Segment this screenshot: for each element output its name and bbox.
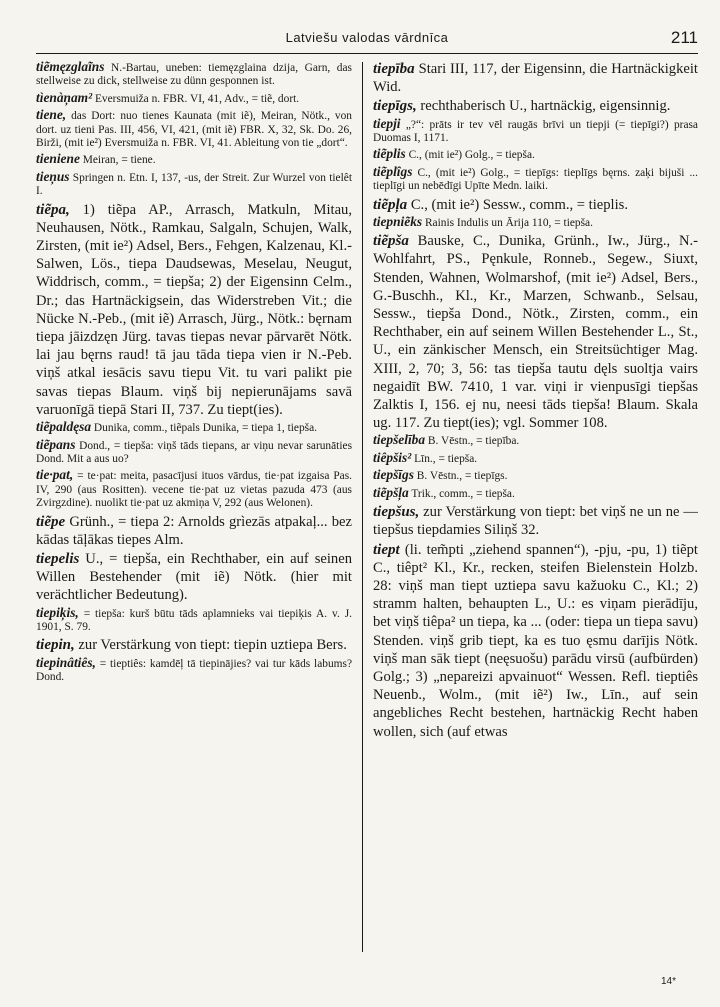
entry-definition: Meiran, = tiene. [79, 154, 156, 167]
dictionary-entry [373, 97, 698, 115]
entry-headword: tiepīgs, [373, 98, 417, 115]
entry-headword: tìenàņam² [36, 89, 93, 105]
dictionary-entry [373, 486, 698, 501]
entry-definition: N.-Bartau, uneben: tiemęzglaina dzija, Garn, das stellweise zu dick, stellweise zu dünn gesponnen ist. [36, 62, 352, 88]
entry-headword: tie·pat, [36, 467, 74, 483]
entry-headword: tiepji [373, 115, 401, 131]
dictionary-entry [373, 232, 698, 432]
dictionary-entry [36, 108, 352, 150]
entry-headword: tieņus [36, 168, 70, 184]
entry-headword: tiepšīgs [373, 467, 414, 483]
entry-definition: „?“: prāts ir tev vēl raugās brīvi un tiepji (= tiepīgi?) prasa Duomas I, 1171. [373, 118, 698, 145]
dictionary-entry [36, 91, 352, 106]
entry-definition: zur Verstärkung von tiept: bet viņš ne un ne — tiepšus tiepdamies Siliņš 32. [373, 504, 698, 539]
right-column [363, 60, 698, 965]
entry-definition: Līn., = tiepša. [411, 452, 478, 465]
dictionary-entry [373, 451, 698, 466]
dictionary-entry [36, 420, 352, 435]
entry-definition: = tieptiês: kamdēļ tā tiepinājies? vai tur kāds labums? Dond. [36, 657, 352, 683]
running-title: Latviešu valodas vārdnīca [285, 30, 449, 45]
entry-headword: tiene, [36, 107, 67, 123]
dictionary-entry [373, 215, 698, 230]
dictionary-entry [36, 60, 352, 89]
text-columns [36, 60, 698, 965]
entry-headword: tiepiķis, [36, 604, 79, 620]
header-rule [36, 53, 698, 54]
entry-headword: tiẽplîgs [373, 163, 413, 179]
entry-headword: tiẽpša [373, 233, 409, 250]
dictionary-entry [373, 433, 698, 448]
entry-definition: rechthaberisch U., hartnäckig, eigensinnig. [416, 98, 671, 115]
entry-definition: zur Verstärkung von tiept: tiepin uztiepa Bers. [74, 637, 347, 654]
entry-definition: = te·pat: meita, pasacījusi ituos vārdus, tie·pat izgaisa Pas. IV, 290 (aus Rositten). vecene tie·pat uz vietas pazuda 473 (aus Zvirgzdine). nuolikt tie·pat uz akmiņa V, 292 (aus Welonen). [36, 470, 352, 510]
entry-headword: tiẽmęzglaĩns [36, 60, 105, 74]
entry-definition: C., (mit ie²) Golg., = tiepīgs: tieplīgs bęrns. zaķi bijuši ... tieplīgi un nebēdīgi Upīte Medn. laiki. [373, 166, 698, 193]
entry-definition: das Dort: nuo tienes Kaunata (mit iẽ), Meiran, Nötk., von dort. uz tieni Pas. III, 456, VI, 421, (mit iẽ) FBR. X, 32, Sk. Do. 26, Birži, (mit ie²) Eversmuiža n. FBR. VI, 41. Ableitung von tie „dort“. [36, 110, 352, 150]
entry-definition: Trik., comm., = tiepša. [408, 487, 515, 500]
entry-headword: tiẽpa, [36, 201, 70, 218]
entry-definition: B. Vēstn., = tiepība. [425, 435, 520, 448]
dictionary-entry [36, 170, 352, 199]
entry-definition: U., = tiepša, ein Rechthaber, ein auf seinen Willen Bestehender (mit iẽ) Nötk. (hier mit verächtlicher Bedeutung). [36, 550, 352, 604]
dictionary-entry [36, 152, 352, 167]
entry-headword: tiepšelība [373, 432, 426, 448]
dictionary-entry [373, 165, 698, 194]
dictionary-entry [36, 201, 352, 419]
entry-headword: tiepelis [36, 550, 80, 567]
dictionary-entry [373, 60, 698, 96]
dictionary-entry [36, 550, 352, 605]
page-number: 211 [670, 28, 698, 47]
entry-definition: Dunika, comm., tiẽpals Dunika, = tiepa 1, tiepša. [91, 422, 318, 435]
entry-headword: tiept [373, 541, 400, 558]
entry-headword: tiepība [373, 61, 415, 77]
entry-headword: tiẽplis [373, 146, 406, 162]
left-column [36, 60, 362, 965]
dictionary-entry [373, 468, 698, 483]
dictionary-entry [36, 513, 352, 549]
entry-definition: Rainis Indulis un Ārija 110, = tiepša. [422, 216, 593, 229]
dictionary-entry [36, 438, 352, 467]
entry-headword: tiẽpe [36, 513, 66, 530]
entry-definition: Eversmuiža n. FBR. VI, 41, Adv., = tiẽ, dort. [92, 92, 300, 105]
entry-headword: tiepin, [36, 637, 75, 654]
entry-definition: Springen n. Etn. I, 137, -us, der Streit. Zur Wurzel von tielêt I. [36, 171, 352, 198]
entry-headword: tiẽpaldęsa [36, 419, 92, 435]
entry-definition: C., (mit ie²) Sessw., comm., = tieplis. [407, 196, 628, 213]
page-header [36, 30, 698, 52]
entry-headword: tiepinâtiês, [36, 654, 96, 670]
entry-definition: = tiepša: kurš būtu tāds aplamnieks vai tiepiķis A. v. J. 1901, S. 79. [36, 607, 352, 633]
dictionary-entry [373, 117, 698, 146]
entry-headword: tieniene [36, 151, 80, 167]
entry-definition: Grünh., = tiepa 2: Arnolds grìezās atpakaļ... bez kādas tāļākas tiepes Alm. [36, 513, 352, 548]
entry-headword: tiepšus, [373, 504, 420, 521]
entry-definition: (li. tem̃pti „ziehend spannen“), -pju, -pu, 1) tiẽpt C., tiêpt² Kl., Kr., recken, steifen Bielenstein Holzb. 28: viņš man tiept uztiepa savu kažuoku C., Kl.; 2) stramm halten, behaupten L., U.: es viņam pierādīju, bet viņš tiêpa² un tiepa, ka ... (oder: tiepa un tiepa savu) Stenden. viņš grib tiept, ka es tuo ęsmu darījis Nötk. viņš man sāk tiept (neęsuošu) parādu virsū (aufbürden) Golg.; 3) „nepareizi apvainuot“ Wessen. Refl. tieptiês Neuenb., Wolm., (mit iẽ²) Iw., Līn., auf sein angebliches Recht bestehen, hartnäckig Recht haben wollen, sich (auf etwas [373, 541, 698, 740]
entry-headword: tiẽpļa [373, 196, 408, 213]
entry-definition: Stari III, 117, der Eigensinn, die Hartnäckigkeit Wid. [373, 61, 698, 96]
entry-headword: tiepniẽks [373, 213, 423, 229]
printer-signature: 14* [660, 976, 676, 987]
entry-headword: tiẽpšļa [373, 484, 409, 500]
dictionary-entry [36, 606, 352, 635]
dictionary-entry [373, 147, 698, 162]
entry-definition: 1) tiẽpa AP., Arrasch, Matkuln, Mitau, Neuhausen, Nötk., Ramkau, Salgaln, Schujen, Walk, Zirsten, (mit ie²) Adsel, Bers., Fehgen, Kalzenau, Kl.-Salwen, Lös., tiepa Daudsewas, Meselau, Neugut, Widdrisch, comm., = tiepša; 2) der Eigensinn Celm., Dr.; das Hartnäckigsein, das Widerstreben Vit.; die Nücke N.-Peb., (mit iẽ) Arrasch, Jürg., Nötk.: bęrnam tiepa jāizdzęn Jürg. tavas tiepas nevar pārvarēt Nötk. lai jau bęrns raud! tā jau tāda tiepa vien ir N.-Peb. viņš atkal iesācis savu tiepu Vit. tu vari palikt pie savas tiepas Blaum. viņš bij nepierunājams savā varuonīgā tiepā Stari II, 737. Zu tiept(ies). [36, 201, 352, 418]
dictionary-entry [36, 468, 352, 510]
dictionary-entry [36, 656, 352, 685]
entry-definition: C., (mit ie²) Golg., = tiepša. [405, 149, 535, 162]
entry-definition: Dond., = tiepša: viņš tāds tiepans, ar viņu nevar sarunāties Dond. Mit a aus uo? [36, 439, 352, 465]
entry-headword: tiêpšis² [373, 449, 412, 465]
dictionary-entry [36, 636, 352, 654]
entry-definition: Bauske, C., Dunika, Grünh., Iw., Jürg., N.-Wohlfahrt, PS., Pęnkule, Ronneb., Segew., Siuxt, Stenden, Wahnen, Wolmarshof, (mit ie²) Adsel, Bers., G.-Buschh., Kl., Kr., Marzen, Schwanb., Selsau, Sessw., tiepša Dond., Nötk., Zirsten, comm., ein Rechthaber, ein auf seinem Willen Bestehender L., St., U., ein zänkischer Mensch, ein Streitsüchtiger Mag. XIII, 2, 70; 3, 56: tas tiepša tautu dęls suoltja vairs negaidīt BW. 7410, 1 var. viņi ir vienpusīgi tiepšas Zalktis I, 156. ej nu, neesi tāds tiepša! Blaum. Skala ug. 117. Zu tiept(ies); vgl. Sommer 108. [373, 233, 698, 432]
dictionary-entry [373, 541, 698, 741]
dictionary-entry [373, 196, 698, 214]
entry-headword: tiẽpans [36, 436, 76, 452]
dictionary-entry [373, 503, 698, 539]
entry-definition: B. Vēstn., = tiepīgs. [413, 470, 508, 483]
